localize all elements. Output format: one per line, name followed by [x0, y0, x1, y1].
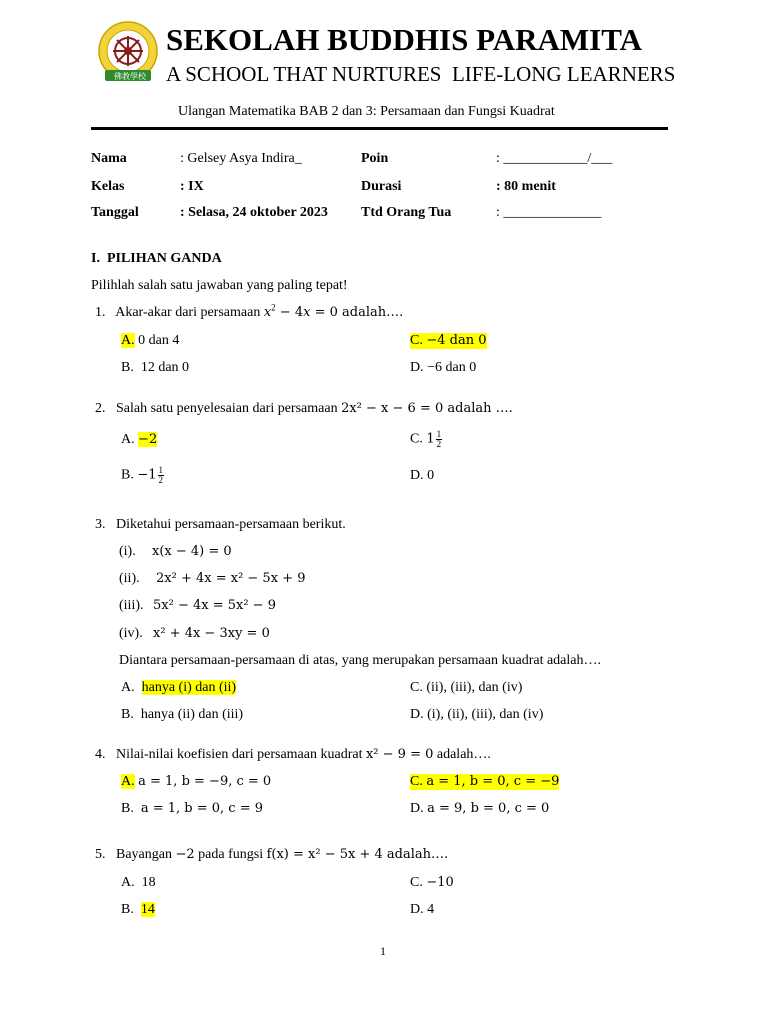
statement-iii: [119, 598, 276, 614]
nama-label: Nama: [91, 151, 127, 166]
statement-iv: [119, 626, 270, 642]
option-4d[interactable]: [410, 801, 549, 817]
option-2a[interactable]: [121, 432, 157, 448]
option-text: hanya (ii) dan (iii): [140, 707, 244, 722]
option-2b[interactable]: [121, 466, 164, 485]
option-text: hanya (i) dan (ii): [141, 680, 237, 695]
kelas-label: Kelas: [91, 179, 125, 194]
option-label: B.: [121, 801, 134, 816]
option-label: A.: [121, 875, 135, 890]
durasi-value: : 80 menit: [496, 179, 556, 194]
option-label: C.: [410, 875, 423, 890]
option-label: C.: [410, 680, 423, 695]
equation-exponent: 2: [271, 302, 276, 313]
question-text: Bayangan: [116, 847, 176, 862]
statement-label: (iii).: [119, 598, 144, 613]
question-1: [95, 302, 404, 321]
statement-label: (i).: [119, 544, 136, 559]
option-text: −2: [138, 432, 158, 447]
option-4c[interactable]: [410, 774, 559, 790]
question-number: 4.: [95, 747, 106, 762]
option-label: D.: [410, 801, 424, 816]
question-number: 5.: [95, 847, 106, 862]
option-2c[interactable]: [410, 430, 442, 449]
option-label: A.: [121, 333, 135, 348]
option-text: −10: [426, 875, 454, 890]
option-text: (ii), (iii), dan (iv): [426, 680, 523, 695]
fraction: $\frac{1}{2}$: [158, 465, 164, 485]
statement-equation: 2x² + 4x = x² − 5x + 9: [156, 571, 306, 586]
question-3: [95, 517, 346, 533]
durasi-label: Durasi: [361, 179, 402, 194]
option-text: a = 1, b = 0, c = 9: [140, 801, 264, 816]
nama-value: : Gelsey Asya Indira_: [180, 151, 302, 166]
option-label: A.: [121, 774, 135, 789]
value: −2: [175, 847, 195, 862]
equation-var: x: [263, 305, 272, 320]
option-label: D.: [410, 360, 424, 375]
option-4a[interactable]: [121, 774, 271, 790]
logo-banner-text: 佛教學校: [114, 72, 146, 81]
question-text: Diketahui persamaan-persamaan berikut.: [116, 517, 346, 532]
poin-label: Poin: [361, 151, 389, 166]
section-instruction: Pilihlah salah satu jawaban yang paling tepat!: [91, 278, 348, 293]
option-3b[interactable]: [121, 707, 243, 723]
kelas-value: : IX: [180, 179, 204, 194]
question-text: Akar-akar dari persamaan: [115, 305, 264, 320]
option-text: (i), (ii), (iii), dan (iv): [427, 707, 544, 722]
option-label: B.: [121, 707, 134, 722]
equation: f(x) = x² − 5x + 4: [266, 847, 383, 862]
option-label: C.: [410, 431, 423, 447]
option-label: C.: [410, 333, 423, 348]
option-3a[interactable]: [121, 680, 236, 696]
option-1d[interactable]: [410, 360, 476, 376]
question-text: Nilai-nilai koefisien dari persamaan kuadrat: [116, 747, 366, 762]
option-5b[interactable]: [121, 902, 155, 918]
statement-i: [119, 544, 232, 560]
option-label: B.: [121, 360, 134, 375]
section-heading: I. PILIHAN GANDA: [91, 251, 222, 266]
tanggal-value: : Selasa, 24 oktober 2023: [180, 205, 328, 220]
option-4b[interactable]: [121, 801, 263, 817]
question-number: 3.: [95, 517, 106, 532]
option-5d[interactable]: [410, 902, 434, 918]
poin-value: : ____________/___: [496, 151, 613, 166]
statement-ii: [119, 571, 305, 587]
question-number: 1.: [95, 305, 106, 320]
fraction: $\frac{1}{2}$: [436, 429, 442, 449]
option-text: a = 1, b = −9, c = 0: [138, 774, 272, 789]
option-2d[interactable]: [410, 468, 434, 484]
option-text: a = 9, b = 0, c = 0: [427, 801, 550, 816]
option-label: A.: [121, 680, 135, 695]
question-4: [95, 747, 491, 763]
option-text: −6 dan 0: [427, 360, 477, 375]
equation-var: x: [303, 305, 311, 320]
option-text: 12 dan 0: [140, 360, 190, 375]
school-tagline: A SCHOOL THAT NURTURES LIFE-LONG LEARNERS: [166, 62, 676, 86]
statement-label: (ii).: [119, 571, 140, 586]
option-text: 18: [141, 875, 156, 890]
equation-part: = 0: [310, 305, 338, 320]
option-5c[interactable]: [410, 875, 454, 891]
option-3d[interactable]: [410, 707, 543, 723]
statement-equation: x² + 4x − 3xy = 0: [153, 626, 270, 641]
option-text: −4 dan 0: [426, 333, 487, 348]
option-5a[interactable]: [121, 875, 156, 891]
option-label: B.: [121, 467, 134, 483]
question-5: [95, 847, 448, 863]
question-2: [95, 401, 513, 417]
option-label: D.: [410, 707, 424, 722]
statement-equation: x(x − 4) = 0: [152, 544, 232, 559]
tanggal-label: Tanggal: [91, 205, 139, 220]
option-1b[interactable]: [121, 360, 189, 376]
option-text: 14: [140, 902, 155, 917]
option-whole: 1: [426, 431, 435, 447]
equation: x² − 9 = 0: [365, 747, 434, 762]
option-label: D.: [410, 468, 424, 483]
option-label: C.: [410, 774, 423, 789]
question-number: 2.: [95, 401, 106, 416]
statement-label: (iv).: [119, 626, 143, 641]
option-3c[interactable]: [410, 680, 522, 696]
ttd-label: Ttd Orang Tua: [361, 205, 452, 220]
question-text-tail: adalah ….: [443, 401, 513, 416]
school-name: SEKOLAH BUDDHIS PARAMITA: [166, 22, 642, 57]
option-text: 4: [427, 902, 435, 917]
equation-part: − 4: [275, 305, 304, 320]
option-text: a = 1, b = 0, c = −9: [426, 774, 560, 789]
question-text: Salah satu penyelesaian dari persamaan: [116, 401, 342, 416]
question-text-tail: adalah….: [337, 305, 404, 320]
question-text-tail: adalah….: [433, 747, 491, 762]
question-text-tail: adalah….: [382, 847, 449, 862]
title-divider: [91, 127, 668, 130]
option-text: 0: [427, 468, 435, 483]
question-text-mid: pada fungsi: [194, 847, 267, 862]
equation: 2x² − x − 6 = 0: [341, 401, 444, 416]
option-text: 0 dan 4: [138, 333, 180, 348]
option-1a[interactable]: [121, 333, 179, 349]
question-3-prompt: Diantara persamaan-persamaan di atas, yang merupakan persamaan kuadrat adalah….: [119, 653, 601, 668]
exam-title: Ulangan Matematika BAB 2 dan 3: Persamaan dan Fungsi Kuadrat: [178, 104, 555, 119]
option-1c[interactable]: [410, 333, 487, 349]
option-label: D.: [410, 902, 424, 917]
option-label: B.: [121, 902, 134, 917]
page-number: 1: [380, 944, 386, 958]
statement-equation: 5x² − 4x = 5x² − 9: [153, 598, 276, 613]
option-label: A.: [121, 432, 135, 447]
ttd-value: : ______________: [496, 205, 602, 220]
option-whole: −1: [137, 467, 157, 483]
